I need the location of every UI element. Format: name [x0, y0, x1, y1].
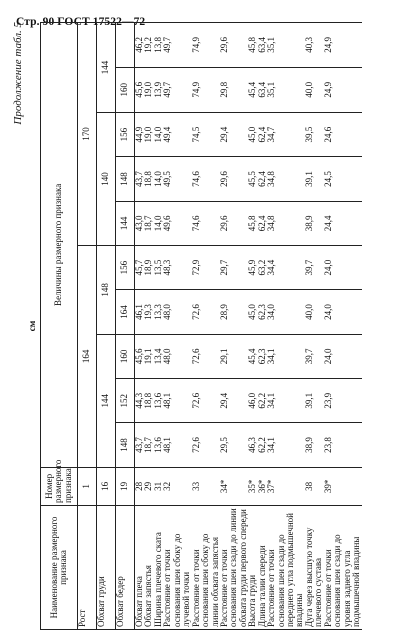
row-value: 24,9: [324, 67, 362, 112]
row-name: Обхват плеча: [135, 506, 145, 630]
row-name: Обхват запястья: [144, 506, 153, 630]
bedr-value: 164: [116, 290, 135, 334]
row-value: 24,4: [324, 201, 362, 245]
row-value: 19,1: [144, 334, 153, 378]
unit-label: см: [28, 320, 38, 332]
row-value: 18,8: [144, 379, 153, 423]
row-value: 40,0: [305, 67, 324, 112]
row-value: 74,5: [192, 112, 220, 156]
row-value: 74,9: [192, 67, 220, 112]
row-value: 19,0: [144, 67, 153, 112]
row-value: 24,0: [324, 334, 362, 378]
row-value: 29,6: [220, 23, 248, 68]
number-column-header: Номер размерного признака: [41, 467, 78, 505]
grud-value-144: 144: [97, 334, 116, 467]
row-name: Расстояние от точки основания шеи сзади до линии обхвата груди первого спереди: [220, 506, 248, 630]
row-value: 45,5: [248, 157, 257, 201]
row-number: 38: [305, 467, 324, 505]
row-value: 29,7: [220, 246, 248, 290]
row-value: 29,8: [220, 67, 248, 112]
grud-number: 16: [97, 467, 116, 505]
row-value: 45,6: [135, 334, 145, 378]
row-value: 62,4: [258, 112, 267, 156]
grud-value-148: 148: [97, 246, 116, 335]
row-value: 72,6: [192, 334, 220, 378]
bedr-number: 19: [116, 467, 135, 505]
page-header: Стр. 90 ГОСТ 17522—72: [16, 16, 146, 28]
row-number: 35*: [248, 467, 257, 505]
bedr-value: 156: [116, 112, 135, 156]
row-value: 48,1: [163, 379, 191, 423]
row-value: 34,8: [267, 201, 305, 245]
row-value: 19,2: [144, 23, 153, 68]
row-value: 45,9: [248, 246, 257, 290]
row-value: 45,4: [248, 334, 257, 378]
row-value: 62,2: [258, 379, 267, 423]
row-value: 40,3: [305, 23, 324, 68]
row-value: 49,5: [163, 157, 191, 201]
row-value: 62,4: [258, 157, 267, 201]
grud-value-140: 140: [97, 112, 116, 245]
table-row: [305, 23, 324, 630]
rost-value-164: 164: [78, 246, 97, 468]
row-value: 18,7: [144, 423, 153, 467]
row-value: 46,3: [248, 423, 257, 467]
row-value: 62,3: [258, 334, 267, 378]
row-value: 72,6: [192, 423, 220, 467]
table-row: [324, 23, 362, 630]
row-value: 48,3: [163, 246, 191, 290]
row-value: 34,1: [267, 379, 305, 423]
table-row: [135, 23, 145, 630]
row-value: 49,7: [163, 67, 191, 112]
name-column-header: Наименование размерного признака: [41, 506, 78, 630]
row-value: 45,8: [248, 23, 257, 68]
row-number: 36*: [258, 467, 267, 505]
table-row: [192, 23, 220, 630]
row-value: 72,6: [192, 290, 220, 334]
table-caption: Продолжение табл. 5: [12, 22, 24, 125]
row-value: 74,6: [192, 157, 220, 201]
row-value: 62,2: [258, 423, 267, 467]
row-value: 23,9: [324, 379, 362, 423]
row-value: 45,4: [248, 67, 257, 112]
row-value: 62,3: [258, 290, 267, 334]
row-value: 45,6: [135, 67, 145, 112]
row-value: 48,0: [163, 290, 191, 334]
row-value: 34,1: [267, 423, 305, 467]
row-value: 24,0: [324, 246, 362, 290]
row-value: 49,7: [163, 23, 191, 68]
row-value: 14,0: [154, 201, 163, 245]
row-value: 44,3: [135, 379, 145, 423]
measurements-table: [40, 22, 362, 630]
row-value: 19,0: [144, 112, 153, 156]
row-value: 39,1: [305, 379, 324, 423]
row-value: 48,1: [163, 423, 191, 467]
row-name: Дуга через высшую точку плечевого сустава: [305, 506, 324, 630]
row-number: 31: [154, 467, 163, 505]
row-name: Расстояние от точки основания шеи сзади до уровня заднего угла подмышечной впадины: [324, 506, 362, 630]
table-row: [220, 23, 248, 630]
row-value: 13,6: [154, 379, 163, 423]
row-value: 13,5: [154, 246, 163, 290]
bedr-value: 160: [116, 67, 135, 112]
grud-label: Обхват груди: [97, 506, 116, 630]
row-value: 43,7: [135, 157, 145, 201]
values-header: Величины размерного признака: [41, 23, 78, 468]
row-value: 48,0: [163, 334, 191, 378]
row-value: 29,6: [220, 157, 248, 201]
bedr-value: 152: [116, 379, 135, 423]
row-value: 19,3: [144, 290, 153, 334]
row-value: 29,6: [220, 201, 248, 245]
row-name: Расстояние от точки основания шеи сбоку до линии обхвата запястья: [192, 506, 220, 630]
table-row: [163, 23, 191, 630]
row-value: 38,9: [305, 423, 324, 467]
row-value: 44,9: [135, 112, 145, 156]
row-value: 24,0: [324, 290, 362, 334]
row-number: 29: [144, 467, 153, 505]
row-number: 32: [163, 467, 191, 505]
row-name: Высота груди: [248, 506, 257, 630]
row-value: 43,0: [135, 201, 145, 245]
row-value: 18,9: [144, 246, 153, 290]
row-value: 45,0: [248, 290, 257, 334]
row-value: 62,4: [258, 201, 267, 245]
row-value: 34,7: [267, 112, 305, 156]
row-name: Расстояние от точки основания шеи сбоку до лучевой точки: [163, 506, 191, 630]
bedr-value: 148: [116, 423, 135, 467]
row-number: 28: [135, 467, 145, 505]
grud-value-144b: 144: [97, 23, 116, 113]
rotated-table-block: [10, 22, 406, 630]
row-value: 46,1: [135, 290, 145, 334]
bedr-value: 156: [116, 246, 135, 290]
row-value: 24,5: [324, 157, 362, 201]
row-value: 24,9: [324, 23, 362, 68]
row-value: 13,3: [154, 290, 163, 334]
row-value: 35,1: [267, 67, 305, 112]
row-value: 23,8: [324, 423, 362, 467]
row-value: 28,9: [220, 290, 248, 334]
row-number: 37*: [267, 467, 305, 505]
row-value: 49,6: [163, 201, 191, 245]
row-value: 49,4: [163, 112, 191, 156]
table-row: [154, 23, 163, 630]
row-value: 13,9: [154, 67, 163, 112]
row-value: 29,5: [220, 423, 248, 467]
row-name: Длина талии спереди: [258, 506, 267, 630]
bedr-value: 144: [116, 201, 135, 245]
row-value: 34,4: [267, 246, 305, 290]
row-name: Расстояние от точки основания шеи сзади до переднего угла подмышечной впадины: [267, 506, 305, 630]
table-row: [248, 23, 257, 630]
row-value: 14,0: [154, 112, 163, 156]
bedr-value: [116, 23, 135, 68]
row-name: Ширина плечевого ската: [154, 506, 163, 630]
rost-label: Рост: [78, 506, 97, 630]
row-value: 39,7: [305, 334, 324, 378]
row-value: 74,6: [192, 201, 220, 245]
row-value: 29,1: [220, 334, 248, 378]
row-value: 63,4: [258, 67, 267, 112]
row-value: 46,2: [135, 23, 145, 68]
table-header: [41, 23, 135, 630]
row-number: 33: [192, 467, 220, 505]
row-value: 39,1: [305, 157, 324, 201]
row-value: 29,4: [220, 112, 248, 156]
row-value: 13,6: [154, 423, 163, 467]
row-value: 72,6: [192, 379, 220, 423]
row-value: 74,9: [192, 23, 220, 68]
row-value: 29,4: [220, 379, 248, 423]
row-value: 34,1: [267, 334, 305, 378]
bedr-value: 148: [116, 157, 135, 201]
row-value: 24,6: [324, 112, 362, 156]
row-value: 18,8: [144, 157, 153, 201]
row-value: 43,7: [135, 423, 145, 467]
row-value: 35,1: [267, 23, 305, 68]
row-value: 39,5: [305, 112, 324, 156]
row-value: 45,7: [135, 246, 145, 290]
table-row: [258, 23, 267, 630]
table-body: [135, 23, 362, 630]
row-value: 14,0: [154, 157, 163, 201]
row-value: 72,9: [192, 246, 220, 290]
rost-value-170: 170: [78, 23, 97, 246]
row-value: 34,8: [267, 157, 305, 201]
row-value: 13,4: [154, 334, 163, 378]
row-value: 45,8: [248, 201, 257, 245]
row-value: 63,4: [258, 23, 267, 68]
row-value: 63,2: [258, 246, 267, 290]
rost-number: 1: [78, 467, 97, 505]
bedr-label: Обхват бедер: [116, 506, 135, 630]
table-row: [267, 23, 305, 630]
row-value: 39,7: [305, 246, 324, 290]
row-value: 45,0: [248, 112, 257, 156]
row-value: 40,0: [305, 290, 324, 334]
row-number: 39*: [324, 467, 362, 505]
row-value: 34,0: [267, 290, 305, 334]
row-value: 13,8: [154, 23, 163, 68]
row-value: 46,0: [248, 379, 257, 423]
row-value: 18,7: [144, 201, 153, 245]
row-value: 38,9: [305, 201, 324, 245]
row-number: 34*: [220, 467, 248, 505]
bedr-value: 160: [116, 334, 135, 378]
